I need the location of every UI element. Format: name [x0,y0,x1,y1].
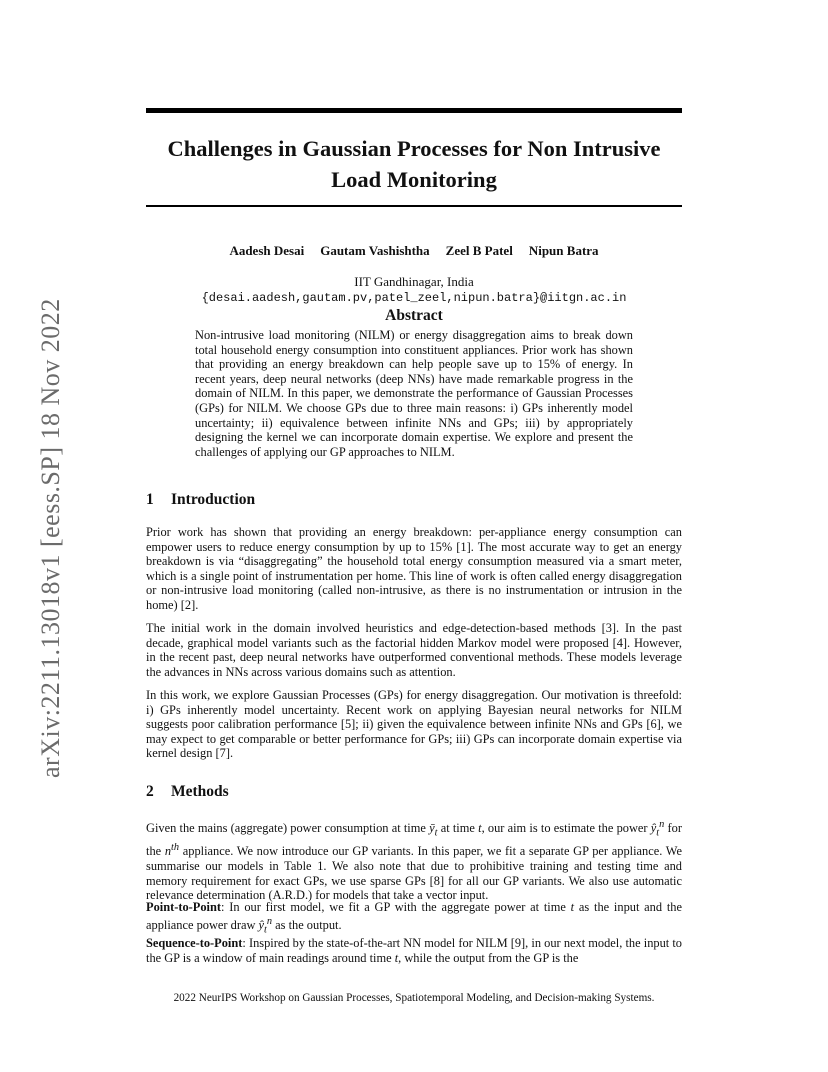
text-run: Given the mains (aggregate) power consumption at time [146,821,430,836]
text-run: for the [146,821,682,859]
author-name: Aadesh Desai [229,243,305,258]
math-appliance-power: $ŷ_t^n$ [258,915,273,936]
author-emails: {desai.aadesh,gautam.pv,patel_zeel,nipun.batra}@iitgn.ac.in [201,291,627,305]
math-time: t [478,821,482,836]
intro-paragraph-3: In this work, we explore Gaussian Processes (GPs) for energy disaggregation. Our motivation is threefold: i) GPs inherently model uncertainty. Recent work on applying Bayesian neural networks for NILM suggests poor calibration performance [5]; ii) given the equivalence between infinite NNs and GPs [6], we may expect to get comparable or better performance for GPs; iii) GPs can incorporate domain expertise via kernel design [7]. [146,688,682,761]
math-appliance-power: $ŷ_t^n$ [650,819,665,839]
affiliation: IIT Gandhinagar, India [354,274,474,289]
section-title: Methods [171,783,229,800]
title-line-1: Challenges in Gaussian Processes for Non Intrusive [167,136,661,161]
title-bottom-rule [146,205,682,207]
math-time: t [394,950,399,965]
text-run: at time [437,821,479,836]
arxiv-identifier: arXiv:2211.13018v1 [eess.SP] 18 Nov 2022 [36,298,65,778]
text-run: appliance. We now introduce our GP variants. In this paper, we fit a separate GP per appliance. We summarise our models in Table 1. We also note that due to prohibitive training and testing time and memory requirement for exact GPs, we use sparse GPs [8] for all our GP variants. We also use automatic relevance determination (A.R.D.) for models that take a vector input. [146,844,682,903]
text-run: as the input and the appliance power draw [146,900,682,932]
text-run: : In our first model, we fit a GP with the aggregate power at time [221,900,571,914]
text-run: as the output. [272,917,342,932]
math-nth: $n^{th}$ [164,842,180,859]
methods-paragraph-1 [146,818,682,903]
author-name: Zeel B Patel [445,243,513,258]
section-number: 1 [146,491,154,508]
affiliation-block [146,273,682,307]
text-run: : Inspired by the state-of-the-art NN model for NILM [9], in our next model, the input to the GP is a window of main readings around time [146,936,682,965]
section-title: Introduction [171,491,256,508]
author-name: Nipun Batra [528,243,599,258]
section-heading-introduction [146,491,255,509]
intro-paragraph-1: Prior work has shown that providing an energy breakdown: per-appliance energy consumption can empower users to reduce energy consumption by up to 15% [1]. The most accurate way to get an energy breakdown is via “disaggregating” the household total energy consumption measured via a smart meter, which is a single point of instrumentation per home. This line of work is often called energy disaggregation or non-intrusive load monitoring (called non-intrusive, as there is no instrumentation or intrusion in the home) [2]. [146,525,682,612]
page-footer: 2022 NeurIPS Workshop on Gaussian Processes, Spatiotemporal Modeling, and Decision-making Systems. [173,992,655,1004]
run-in-heading: Point-to-Point [146,900,222,914]
author-name: Gautam Vashishtha [320,243,430,258]
text-run: , our aim is to estimate the power [481,821,651,836]
section-number: 2 [146,783,154,800]
section-heading-methods [146,783,229,801]
methods-paragraph-3 [146,936,682,965]
text-run: , while the output from the GP is the [398,950,579,965]
author-list [146,243,682,259]
title-line-2: Load Monitoring [331,167,497,192]
methods-paragraph-2 [146,900,682,938]
abstract-heading: Abstract [385,307,443,324]
math-aggregate-power: $ȳ_t$ [429,821,438,839]
paper-title [146,133,682,195]
math-time: t [570,900,575,914]
abstract-text: Non-intrusive load monitoring (NILM) or energy disaggregation aims to break down total household energy consumption into constituent appliances. Prior work has shown that providing an energy breakdown can help people save up to 15% of energy. In recent years, deep neural networks (deep NNs) have made remarkable progress in the domain of NILM. In this paper, we demonstrate the performance of Gaussian Processes (GPs) for NILM. We choose GPs due to three main reasons: i) GPs inherently model uncertainty; ii) equivalence between infinite NNs and GPs; iii) by appropriately designing the kernel we can incorporate domain expertise. We explore and present the challenges of applying our GP approaches to NILM. [195,328,633,459]
intro-paragraph-2: The initial work in the domain involved heuristics and edge-detection-based methods [3]. In the past decade, graphical model variants such as the factorial hidden Markov model were proposed [4]. However, in the recent past, deep neural networks have outperformed conventional methods. These models leverage the advances in NNs across various domains such as attention. [146,621,682,679]
title-top-rule [146,108,682,113]
run-in-heading: Sequence-to-Point [146,936,243,950]
